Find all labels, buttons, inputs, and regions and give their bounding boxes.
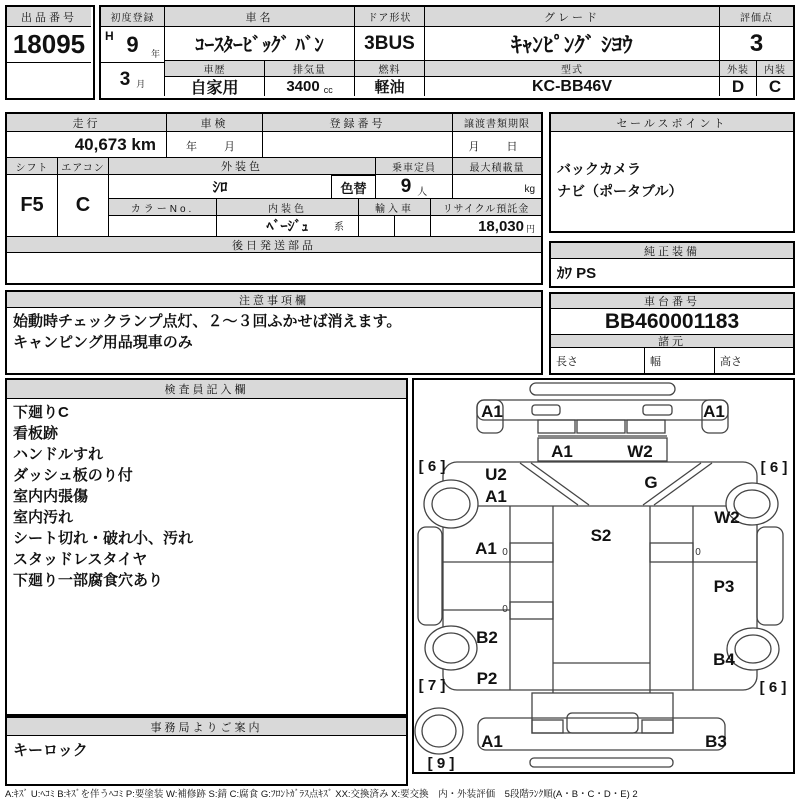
door-handle-mark: 0: [502, 547, 508, 558]
exterior-label: 外装: [720, 61, 757, 77]
door-shape-value: 3BUS: [355, 27, 425, 61]
inspector-notes-box: [5, 378, 408, 716]
first-reg-label: 初度登録: [101, 7, 165, 27]
damage-mark: P2: [476, 669, 498, 688]
car-name-value: ｺｰｽﾀｰﾋﾞｯｸﾞ ﾊﾞﾝ: [165, 27, 355, 61]
damage-mark: G: [644, 473, 658, 492]
damage-mark: W2: [714, 508, 740, 527]
int-color-cell: [217, 216, 359, 236]
auction-no-value: 18095: [7, 27, 91, 63]
door-handle-mark: 0: [502, 604, 508, 615]
inspector-notes-label: 検査員記入欄: [7, 380, 406, 399]
color-no-value: [109, 216, 217, 236]
tire-depth-mark: [ 7 ]: [418, 677, 446, 694]
recycle-deposit-unit: 円: [525, 224, 535, 234]
damage-mark: P3: [713, 577, 735, 596]
mileage-value: 40,673 km: [7, 132, 167, 158]
mileage-color-box: [5, 112, 543, 285]
history-value: 自家用: [165, 77, 265, 96]
interior-value: C: [768, 77, 782, 96]
damage-mark: W2: [627, 442, 653, 461]
aircon-label: エアコン: [58, 158, 109, 175]
chassis-no-value: BB460001183: [551, 309, 793, 335]
first-reg-month-cell: [101, 63, 165, 96]
shift-value: F5: [7, 175, 58, 236]
model-label: 型式: [425, 61, 720, 77]
damage-mark: A1: [481, 402, 503, 421]
chassis-box: [549, 292, 795, 375]
damage-mark: B2: [476, 628, 498, 647]
damage-mark: A1: [481, 732, 503, 751]
fuel-value: 軽油: [355, 77, 425, 96]
office-notice-box: [5, 716, 408, 786]
reg-no-label: 登録番号: [263, 114, 453, 132]
left-side-step: [418, 527, 442, 625]
rear-bumper: [478, 718, 725, 750]
inspector-note-line: スタッドレスタイヤ: [13, 551, 148, 568]
damage-mark: A1: [485, 487, 507, 506]
auction-no-label: 出品番号: [7, 7, 91, 27]
inspector-note-line: ダッシュ板のり付: [13, 467, 133, 484]
office-notice-line: キーロック: [13, 742, 88, 759]
tire-depth-mark: [ 6 ]: [759, 679, 787, 696]
inspector-note-line: 下廻り一部腐食穴あり: [13, 572, 164, 589]
damage-mark: A1: [703, 402, 725, 421]
genuine-equipment-value: ｶﾜ PS: [557, 265, 597, 282]
displacement-unit: cc: [323, 84, 333, 95]
auction-no-box: [5, 5, 95, 100]
car-name-label: 車名: [165, 7, 355, 27]
first-reg-year-cell: [101, 27, 165, 63]
headlight-right: [643, 405, 672, 415]
shaken-placeholder: 年 月: [167, 132, 263, 158]
inspector-note-line: 室内内張傷: [13, 488, 89, 505]
tire-depth-mark: [ 6 ]: [418, 458, 446, 475]
displacement-cell: [265, 77, 355, 96]
specs-label: 諸元: [551, 335, 793, 348]
sales-points-box: [549, 112, 795, 233]
fuel-label: 燃料: [355, 61, 425, 77]
later-shipping-value: [7, 253, 541, 283]
damage-mark: A1: [475, 539, 497, 558]
tire-depth-mark: [ 9 ]: [427, 755, 455, 772]
damage-mark: U2: [485, 465, 507, 484]
grade-label: グレード: [425, 7, 720, 27]
shift-label: シフト: [7, 158, 58, 175]
damage-mark: B3: [705, 732, 727, 751]
rear-bottom-strip: [530, 758, 673, 767]
first-reg-month-unit: 月: [136, 79, 146, 89]
spec-height-label: 高さ: [720, 355, 742, 368]
damage-mark: S2: [590, 526, 612, 545]
damage-code-legend: A:ｷｽﾞ U:ﾍｺﾐ B:ｷｽﾞを伴うﾍｺﾐ P:要塗装 W:補修跡 S:錆 C:腐食 G:ﾌﾛﾝﾄｶﾞﾗｽ点ｷｽﾞ XX:交換済み X:要交換 内・外装評価 5段階ﾗﾝｸ順(A・B・C・D・E) 2: [5, 789, 638, 800]
int-color-label: 内装色: [217, 199, 359, 216]
later-shipping-label: 後日発送部品: [7, 236, 541, 253]
int-color-value: ﾍﾞｰｼﾞｭ: [266, 218, 309, 234]
sales-points-label: セールスポイント: [551, 114, 793, 132]
int-color-suffix: 系: [334, 222, 344, 233]
imported-cell-2: [395, 216, 431, 236]
ext-color-repaint: 色替: [331, 175, 376, 199]
first-reg-month: 3: [119, 68, 131, 90]
max-load-unit: kg: [453, 175, 541, 199]
grade-value: ｷｬﾝﾋﾟﾝｸﾞ ｼﾖｳ: [425, 27, 720, 61]
inspector-note-line: シート切れ・破れ小、汚れ: [13, 530, 194, 547]
model-value: KC-BB46V: [425, 77, 720, 96]
displacement-label: 排気量: [265, 61, 355, 77]
sales-point-line: ナビ（ポータブル）: [557, 183, 683, 199]
front-top-strip: [530, 383, 675, 395]
exterior-value: D: [720, 77, 757, 96]
recycle-deposit-cell: [431, 216, 541, 236]
inspector-note-line: 看板跡: [13, 425, 59, 442]
cautions-box: [5, 290, 543, 375]
front-bumper: [477, 400, 728, 420]
door-handle-mark: 0: [695, 547, 701, 558]
caution-line: キャンピング用品現車のみ: [13, 334, 193, 351]
sales-point-line: バックカメラ: [557, 161, 641, 177]
recycle-deposit-label: リサイクル預託金: [431, 199, 541, 216]
capacity-value: 9: [400, 175, 412, 197]
genuine-equipment-box: [549, 241, 795, 288]
damage-diagram-box: [412, 378, 795, 774]
inspector-note-line: 下廻りC: [13, 404, 69, 421]
vehicle-header-box: [99, 5, 795, 100]
imported-label: 輸入車: [359, 199, 431, 216]
first-reg-year: 9: [126, 31, 139, 57]
first-reg-era: H: [105, 29, 114, 43]
mileage-label: 走行: [7, 114, 167, 132]
transfer-docs-placeholder: 月 日: [453, 132, 541, 158]
right-side-step: [757, 527, 783, 625]
score-value: 3: [720, 27, 793, 61]
spec-width-label: 幅: [645, 348, 715, 373]
capacity-label: 乗車定員: [376, 158, 453, 175]
capacity-cell: [376, 175, 453, 199]
tire-depth-mark: [ 6 ]: [760, 459, 788, 476]
chassis-no-label: 車台番号: [551, 294, 793, 309]
inspector-note-line: ハンドルすれ: [13, 446, 104, 463]
reg-no-value: [263, 132, 453, 158]
caution-line: 始動時チェックランプ点灯、２～３回ふかせば消えます。: [13, 313, 402, 330]
genuine-equipment-label: 純正装備: [551, 243, 793, 259]
color-no-label: カラーNo.: [109, 199, 217, 216]
spec-length-label: 長さ: [551, 348, 645, 373]
damage-mark: A1: [551, 442, 573, 461]
vehicle-damage-diagram: [414, 380, 793, 772]
max-load-label: 最大積載量: [453, 158, 541, 175]
capacity-unit: 人: [417, 187, 428, 198]
shaken-label: 車検: [167, 114, 263, 132]
inspector-note-line: 室内汚れ: [13, 509, 74, 526]
history-label: 車歴: [165, 61, 265, 77]
door-shape-label: ドア形状: [355, 7, 425, 27]
interior-label: 内装: [757, 61, 793, 77]
ext-color-value: ｼﾛ: [109, 175, 331, 199]
first-reg-year-unit: 年: [150, 49, 160, 59]
headlight-left: [532, 405, 560, 415]
office-notice-label: 事務局よりご案内: [7, 718, 406, 736]
aircon-value: C: [58, 175, 109, 236]
auction-no-empty-cell: [7, 63, 91, 96]
imported-cell-1: [359, 216, 395, 236]
ext-color-label: 外装色: [109, 158, 376, 175]
recycle-deposit-value: 18,030: [478, 217, 524, 235]
displacement-value: 3400: [286, 78, 320, 95]
score-label: 評価点: [720, 7, 793, 27]
damage-mark: B4: [713, 650, 735, 669]
transfer-docs-label: 譲渡書類期限: [453, 114, 541, 132]
cautions-label: 注意事項欄: [7, 292, 541, 308]
